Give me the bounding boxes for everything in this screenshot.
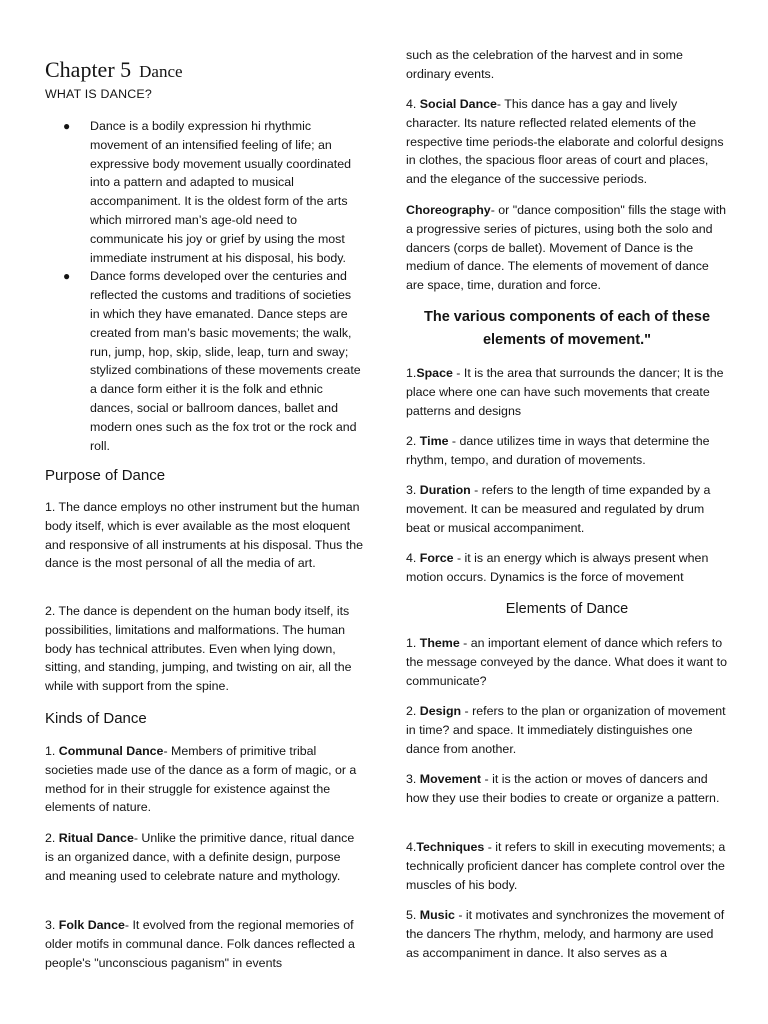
item-text: - Unlike the primitive dance, ritual dance is an organized dance, with a definite design, purpose and meaning used to celebrate nature and mythology. <box>45 831 355 883</box>
components-heading: The various components of each of these elements of movement." <box>423 309 711 348</box>
item-text: - This dance has a gay and lively character. Its nature reflected related elements of the respective time periods-the elaborate and colorful designs in clothes, the spacious floor areas of court and places, and the elegance of the successive periods. <box>406 97 724 187</box>
element-design <box>406 702 728 758</box>
item-text: - it motivates and synchronizes the movement of the dancers The rhythm, melody, and harmony are used as accompaniment in dance. It also serves as a <box>406 908 725 960</box>
element-music <box>406 906 728 962</box>
item-text: - an important element of dance which refers to the message conveyed by the dance. What does it want to communicate? <box>406 636 727 688</box>
item-number: 3. <box>406 772 420 786</box>
purpose-heading: Purpose of Dance <box>45 467 166 484</box>
purpose-paragraph-1: 1. The dance employs no other instrument but the human body itself, which is ever available as the most eloquent and responsive of all instruments at his disposal. Thus the dance is the most personal of all the media of art. <box>45 500 363 571</box>
item-number: 3. <box>406 483 420 497</box>
item-text: - it is an energy which is always present when motion occurs. Dynamics is the force of movement <box>406 551 709 584</box>
item-number: 1. <box>406 366 417 380</box>
item-number: 2. <box>406 434 420 448</box>
element-techniques <box>406 838 728 894</box>
item-term: Music <box>419 908 455 922</box>
folk-dance-continued: such as the celebration of the harvest and in some ordinary events. <box>406 48 683 81</box>
item-term: Communal Dance <box>58 744 164 758</box>
bullet-icon: ● <box>63 119 71 133</box>
elements-heading: Elements of Dance <box>505 601 629 617</box>
bullet-icon: ● <box>63 269 71 284</box>
kind-social-dance <box>406 95 728 189</box>
purpose-paragraph-2: 2. The dance is dependent on the human body itself, its possibilities, limitations and malformations. The human body has technical attributes. Even when lying down, sitting, and standing, jumping, and twisting on air, all the while with support from the spine. <box>45 604 352 694</box>
chapter-title <box>45 48 183 85</box>
item-number: 4. <box>406 840 417 854</box>
component-duration <box>406 481 728 537</box>
item-text: - refers to the plan or organization of movement in time? and space. It immediately distinguishes one dance from another. <box>406 704 726 756</box>
item-number: 2. <box>406 704 420 718</box>
item-term: Theme <box>419 636 460 650</box>
item-term: Space <box>416 366 453 380</box>
what-is-dance-heading: WHAT IS DANCE? <box>45 87 152 101</box>
item-text: - it refers to skill in executing movements; a technically proficient dancer has complete control over the muscles of his body. <box>406 840 726 892</box>
chapter-number: Chapter 5 <box>45 57 132 82</box>
component-force <box>406 549 728 587</box>
item-text: - it is the action or moves of dancers and how they use their bodies to create or organize a pattern. <box>406 772 720 805</box>
item-term: Ritual Dance <box>58 831 134 845</box>
item-number: 4. <box>406 551 420 565</box>
item-text: - It is the area that surrounds the dancer; It is the place where one can have such movements that create patterns and designs <box>406 366 724 418</box>
choreography-paragraph <box>406 201 728 295</box>
item-number: 4. <box>406 97 420 111</box>
kind-communal-dance <box>45 742 363 817</box>
kind-ritual-dance <box>45 829 363 885</box>
element-movement <box>406 770 728 808</box>
item-text: - or "dance composition" fills the stage with a progressive series of pictures, using both the solo and dancers (corps de ballet). Movement of Dance is the medium of dance. The elements of movement of dance are space, time, duration and force. <box>406 203 727 293</box>
item-text: - It evolved from the regional memories of older motifs in communal dance. Folk dances reflected a people's "unconscious paganism" in events <box>45 918 355 970</box>
item-term: Design <box>419 704 462 718</box>
list-item-text: Dance forms developed over the centuries and reflected the customs and traditions of societies in which they have emanated. Dance steps are created from man’s basic movements; the walk, run, jump, hop, skip, slide, leap, turn and sway; stylized combinations of these movements create a dance form either it is the folk and ethnic dances, social or ballroom dances, ballet and modern ones such as the fox trot or the rock and roll. <box>90 269 361 453</box>
item-term: Folk Dance <box>58 918 125 932</box>
item-number: 3. <box>45 918 59 932</box>
item-term: Time <box>419 434 449 448</box>
component-time <box>406 432 728 470</box>
list-item-text: Dance is a bodily expression hi rhythmic movement of an intensified feeling of life; an expressive body movement usually coordinated into a pattern and adapted to musical accompaniment. It is the oldest form of the arts which mirrored man’s age-old need to communicate his joy or grief by using the most immediate instrument at his disposal, his body. <box>90 119 352 265</box>
item-term: Techniques <box>416 840 485 854</box>
item-text: - dance utilizes time in ways that determine the rhythm, tempo, and duration of movements. <box>406 434 710 467</box>
item-term: Social Dance <box>419 97 497 111</box>
item-term: Duration <box>419 483 471 497</box>
component-space <box>406 364 728 420</box>
list-item <box>45 267 363 455</box>
item-term: Force <box>419 551 454 565</box>
item-number: 2. <box>45 831 59 845</box>
item-text: - Members of primitive tribal societies made use of the dance as a form of magic, or a method for in their struggle for existence against the elements of nature. <box>45 744 357 815</box>
element-theme <box>406 634 728 690</box>
kinds-heading: Kinds of Dance <box>45 710 147 727</box>
item-term: Choreography <box>406 203 491 217</box>
list-item <box>45 117 363 267</box>
item-number: 1. <box>45 744 59 758</box>
item-text: - refers to the length of time expanded by a movement. It can be measured and regulated by drum beat or musical accompaniment. <box>406 483 711 535</box>
kind-folk-dance <box>45 916 363 972</box>
definition-list <box>45 117 363 455</box>
chapter-name: Dance <box>139 62 183 81</box>
item-term: Movement <box>419 772 482 786</box>
item-number: 5. <box>406 908 420 922</box>
item-number: 1. <box>406 636 420 650</box>
